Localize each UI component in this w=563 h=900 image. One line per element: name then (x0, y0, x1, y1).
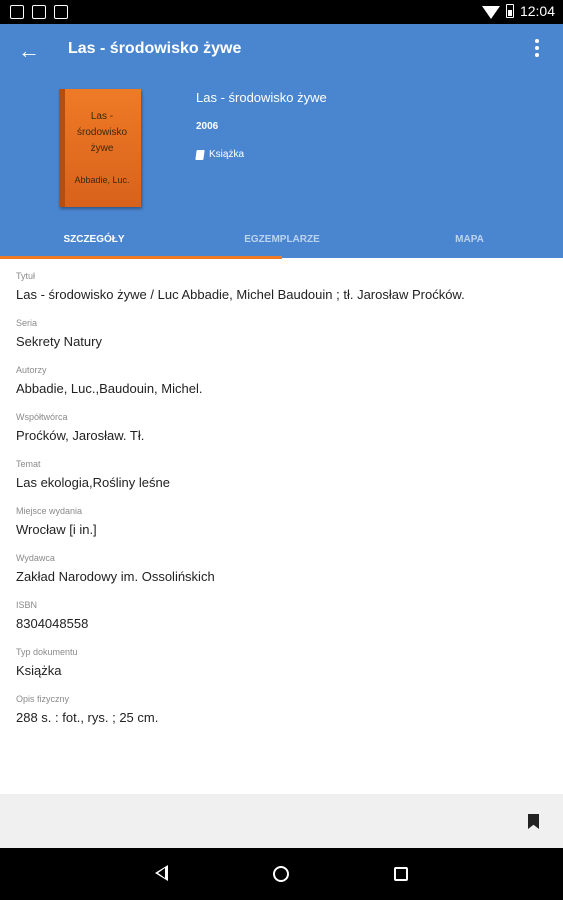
field-label: Wydawca (16, 553, 55, 563)
field-value: Wrocław [i in.] (16, 522, 97, 537)
status-time: 12:04 (519, 3, 555, 19)
book-year: 2006 (196, 121, 219, 132)
bottom-bar (0, 794, 563, 848)
wifi-icon (482, 6, 500, 19)
field-value: Abbadie, Luc.,Baudouin, Michel. (16, 381, 203, 396)
back-triangle-icon[interactable] (155, 865, 168, 881)
field-physical (16, 693, 551, 740)
field-value: 288 s. : fot., rys. ; 25 cm. (16, 710, 159, 725)
book-title: Las - środowisko żywe (196, 90, 327, 105)
field-value: Książka (16, 663, 62, 678)
image-icon (10, 5, 24, 19)
cover-title: Las - środowisko żywe (76, 111, 128, 154)
more-vertical-icon[interactable] (535, 39, 539, 57)
status-bar-system (482, 3, 555, 19)
status-bar (0, 0, 563, 24)
field-label: Temat (16, 459, 41, 469)
book-type-label: Książka (209, 149, 245, 160)
app-bar (0, 24, 563, 258)
field-publisher (16, 552, 551, 599)
recents-square-icon[interactable] (394, 867, 408, 881)
bookmark-icon[interactable] (528, 814, 539, 829)
field-value: Las - środowisko żywe / Luc Abbadie, Michel Baudouin ; tł. Jarosław Proćków. (16, 287, 465, 302)
field-series (16, 317, 551, 364)
field-label: Opis fizyczny (16, 694, 70, 704)
status-bar-notifications (10, 5, 68, 19)
field-label: Typ dokumentu (16, 647, 78, 657)
details-list (16, 270, 551, 740)
book-cover (59, 89, 141, 207)
field-title (16, 270, 551, 317)
field-value: Sekrety Natury (16, 334, 102, 349)
field-doc-type (16, 646, 551, 693)
field-label: Miejsce wydania (16, 506, 83, 516)
field-authors (16, 364, 551, 411)
book-icon (195, 150, 204, 160)
navigation-bar (0, 848, 563, 900)
home-circle-icon[interactable] (273, 866, 289, 882)
tab-copies[interactable]: EGZEMPLARZE (244, 233, 320, 245)
field-label: Seria (16, 318, 38, 328)
mail-icon (54, 5, 68, 19)
field-value: 8304048558 (16, 616, 89, 631)
field-isbn (16, 599, 551, 646)
arrow-left-icon[interactable]: ← (18, 38, 40, 63)
cover-author: Abbadie, Luc. (74, 175, 130, 185)
tab-bar (0, 220, 563, 258)
battery-icon (506, 4, 514, 18)
field-place (16, 505, 551, 552)
field-value: Proćków, Jarosław. Tł. (16, 428, 145, 443)
dice-icon (32, 5, 46, 19)
book-type (196, 149, 244, 160)
field-label: Współtwórca (16, 412, 68, 422)
toolbar-title: Las - środowisko żywe (68, 40, 242, 57)
field-label: ISBN (16, 600, 38, 610)
field-label: Tytuł (16, 271, 36, 281)
tab-map[interactable]: MAPA (455, 233, 484, 245)
tab-details[interactable]: SZCZEGÓŁY (63, 233, 125, 245)
field-contributor (16, 411, 551, 458)
field-label: Autorzy (16, 365, 47, 375)
field-value: Zakład Narodowy im. Ossolińskich (16, 569, 215, 584)
tab-indicator (0, 256, 282, 259)
field-subject (16, 458, 551, 505)
field-value: Las ekologia,Rośliny leśne (16, 475, 170, 490)
cover-spine (59, 89, 65, 207)
